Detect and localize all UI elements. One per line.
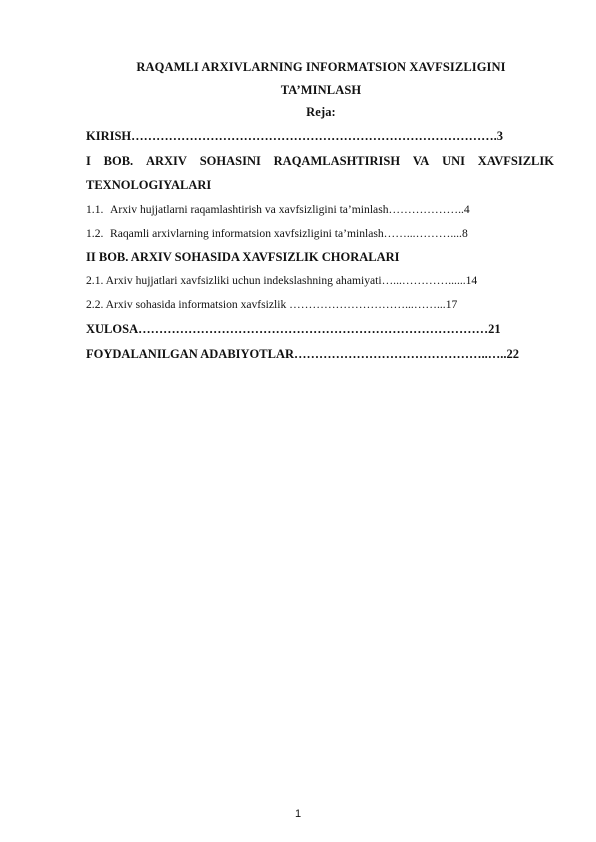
- toc-chapter-1-line-1: [86, 153, 554, 169]
- toc-item-1-2-number: 1.2.: [86, 227, 104, 240]
- document-title-line-1: RAQAMLI ARXIVLARNING INFORMATSION XAVFSIZLIGINI: [136, 60, 506, 74]
- toc-item-2-1: 2.1. Arxiv hujjatlari xavfsizliki uchun indekslashning ahamiyati…...…………......14: [86, 274, 478, 287]
- page-number: 1: [294, 808, 302, 820]
- toc-intro: KIRISH…………………………………………………………………………….3: [86, 129, 504, 143]
- toc-chapter-1-word: UNI: [442, 154, 466, 168]
- toc-item-1-1-text: Arxiv hujjatlarni raqamlashtirish va xavfsizligini ta’minlash………………..4: [110, 203, 470, 216]
- plan-heading: Reja:: [306, 105, 336, 119]
- toc-item-1-2: [86, 226, 554, 242]
- toc-chapter-1-word: VA: [412, 154, 430, 168]
- document-title-line-2: TA’MINLASH: [280, 83, 362, 97]
- toc-item-2-2: 2.2. Arxiv sohasida informatsion xavfsizlik …………………………...……...17: [86, 298, 458, 311]
- toc-item-1-2-text: Raqamli arxivlarning informatsion xavfsizligini ta’minlash……...………....8: [110, 227, 468, 240]
- toc-chapter-1-word: XAVFSIZLIK: [477, 154, 554, 168]
- toc-item-1-1: [86, 202, 554, 218]
- toc-chapter-1-word: RAQAMLASHTIRISH: [273, 154, 401, 168]
- toc-chapter-1-word: ARXIV: [145, 154, 187, 168]
- toc-conclusion: XULOSA…………………………………………………………………………21: [86, 322, 501, 336]
- toc-chapter-1-word: I: [86, 154, 91, 168]
- toc-chapter-1-word: SOHASINI: [199, 154, 261, 168]
- toc-item-1-1-number: 1.1.: [86, 203, 104, 216]
- toc-chapter-2: II BOB. ARXIV SOHASIDA XAVFSIZLIK CHORALARI: [86, 250, 400, 264]
- toc-references: FOYDALANILGAN ADABIYOTLAR………………………………………..…..22: [86, 347, 520, 361]
- toc-chapter-1-word: BOB.: [103, 154, 134, 168]
- toc-chapter-1-line-2: TEXNOLOGIYALARI: [86, 178, 212, 192]
